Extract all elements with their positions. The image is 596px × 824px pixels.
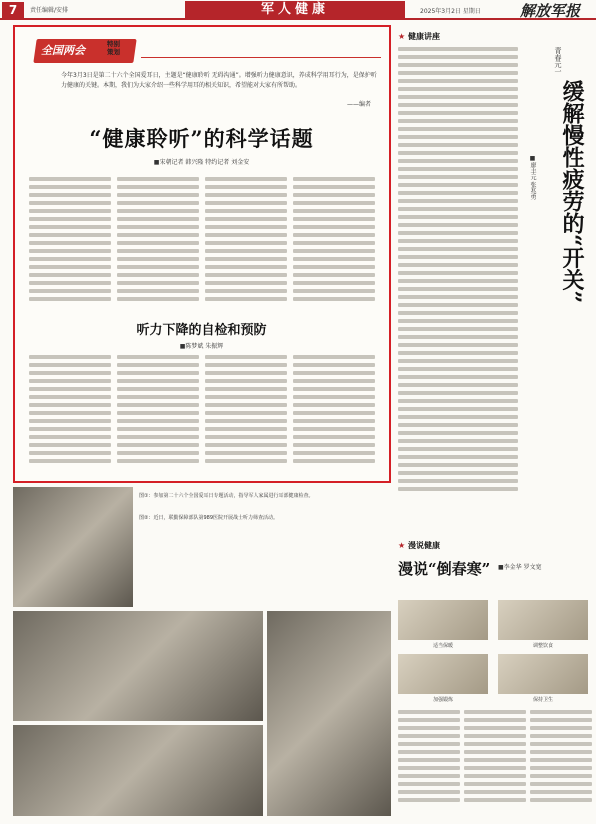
photo-hearing-screen: [13, 611, 263, 721]
cartoon-panel: [398, 654, 488, 694]
photo-section: [13, 487, 391, 817]
cartoon-title: 漫说“倒春寒”: [398, 560, 491, 578]
text-column: [205, 177, 287, 309]
text-column: [117, 355, 199, 475]
banner-label: 全国两会: [41, 44, 85, 57]
banner-rule: [141, 57, 381, 58]
second-article-title: 听力下降的自检和预防: [136, 323, 267, 338]
feature-article-frame: [13, 25, 391, 483]
second-article-body: [29, 355, 375, 475]
text-column: [293, 177, 375, 309]
section-title: 军人健康: [185, 1, 405, 19]
lecture-title: 缓解慢性疲劳的“开关”: [559, 80, 585, 304]
cartoon-body: [398, 710, 592, 806]
feature-banner: [23, 35, 383, 67]
health-lecture-column: [398, 25, 592, 535]
cartoon-author: ■李金华 罗文宽: [498, 564, 542, 571]
article-title: “健康聆听”的科学话题: [89, 126, 314, 151]
article-byline: ■宋朝记者 韩兴隆 特约记者 刘金安: [153, 159, 250, 166]
cartoon-panel: [498, 654, 588, 694]
panel-caption: 调整饮食: [532, 643, 553, 649]
section-tag-cartoon: ★ 漫说健康: [398, 541, 440, 550]
lecture-author: ■廖丰元 张兆勇: [529, 155, 536, 200]
second-article-byline: ■陈梦斌 朱振辉: [179, 343, 224, 350]
star-icon: ★: [398, 541, 406, 550]
photo-caption-2: 图②：近日，联勤保障部队第989医院开展战士听力筛查活动。: [139, 515, 279, 521]
text-column: [117, 177, 199, 309]
column-tag-author: 青春元一: [554, 47, 562, 75]
panel-caption: 加强锻炼: [432, 697, 453, 703]
photo-caption-1: 图①：参加第二十六个全国爱耳日专题活动，指导军人家属进行耳部健康检查。: [139, 493, 314, 499]
text-column: [205, 355, 287, 475]
cartoon-panel: [398, 600, 488, 640]
text-column: [464, 710, 526, 806]
text-column: [29, 355, 111, 475]
text-column: [293, 355, 375, 475]
editor-line: 责任编辑/安排: [30, 7, 69, 14]
masthead-logo: 解放军报: [520, 2, 581, 20]
panel-caption: 适当保暖: [432, 643, 453, 649]
photo-soldiers-group: [13, 725, 263, 816]
text-column: [530, 710, 592, 806]
issue-date: 2025年3月2日 星期日: [420, 8, 481, 15]
cartoon-health-section: [398, 540, 592, 820]
article-body: [29, 177, 375, 309]
text-column: [29, 177, 111, 309]
page-header: [0, 0, 596, 20]
intro-text: 今年3月3日是第二十六个全国爱耳日，主题是“健康聆听 无碍沟通”。增强听力健康意识，养成科学用耳行为，是保护听力健康的关键。本期，我们为大家介绍一些科学用耳的相关知识，希望能对大家有所帮助。: [61, 72, 377, 89]
banner-special: 特别策划: [107, 40, 120, 56]
page-number: 7: [2, 2, 24, 18]
photo-ear-check: [13, 487, 133, 607]
cartoon-panel: [498, 600, 588, 640]
photo-soldier: [267, 611, 391, 816]
lecture-body: [398, 47, 518, 495]
star-icon: ★: [398, 32, 406, 41]
intro-author: ——编者: [346, 101, 371, 108]
panel-caption: 保持卫生: [532, 697, 553, 703]
section-tag-health: ★ 健康讲座: [398, 32, 440, 41]
text-column: [398, 710, 460, 806]
